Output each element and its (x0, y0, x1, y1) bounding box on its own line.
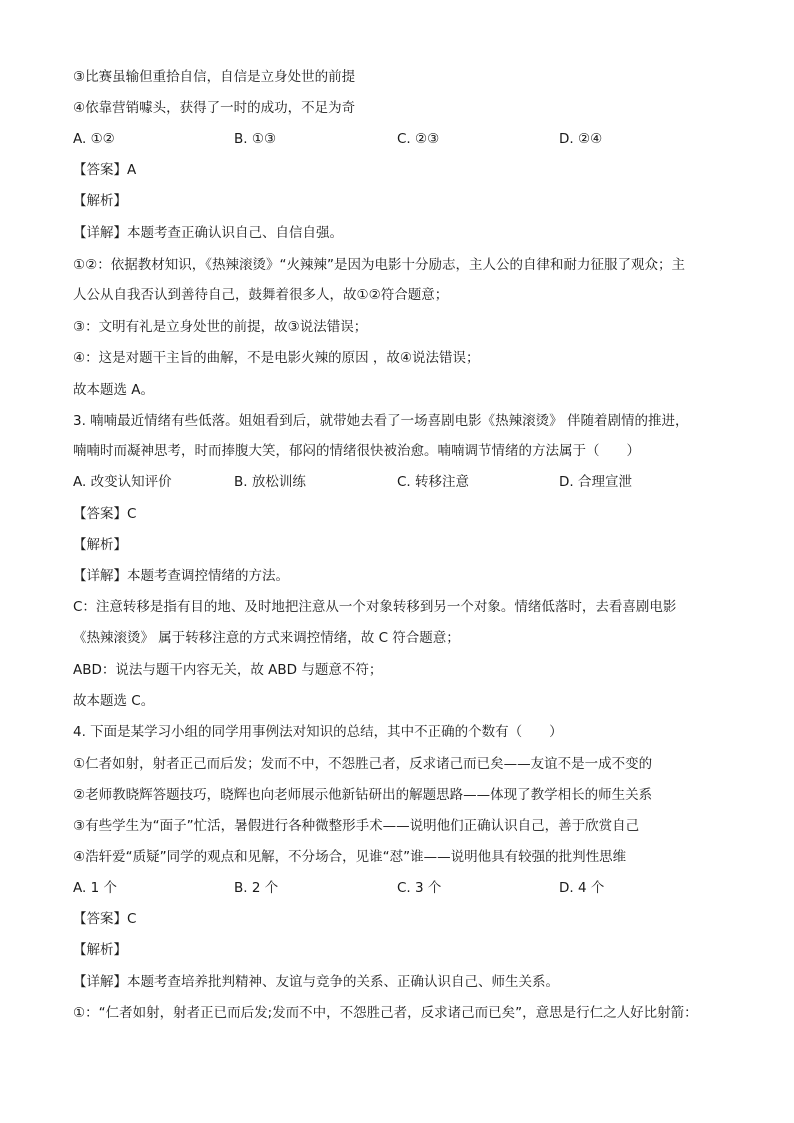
q4-option-d: D. 4 个 (559, 880, 605, 896)
q2-option-c: C. ②③ (397, 131, 440, 147)
q3-conclusion: 故本题选 C。 (73, 693, 155, 709)
q2-analysis-label: 【解析】 (73, 193, 127, 209)
q4-statement-3: ③有些学生为“面子”忙活，暑假进行各种微整形手术——说明他们正确认识自己，善于欣赏自己 (73, 818, 640, 834)
q3-detail: 【详解】本题考查调控情绪的方法。 (73, 568, 289, 584)
q3-analysis-label: 【解析】 (73, 537, 127, 553)
q2-explanation-3: ④：这是对题干主旨的曲解，不是电影火辣的原因 ，故④说法错误； (73, 350, 480, 366)
q2-option-d: D. ②④ (559, 131, 603, 147)
q4-statement-1: ①仁者如射，射者正己而后发；发而不中，不怨胜己者，反求诸己而已矣——友谊不是一成不变的 (73, 756, 653, 772)
q4-detail: 【详解】本题考查培养批判精神、友谊与竞争的关系、正确认识自己、师生关系。 (73, 974, 559, 990)
q4-option-c: C. 3 个 (397, 880, 442, 896)
q4-explanation-1: ①：“仁者如射，射者正已而后发;发而不中，不怨胜己者，反求诸己而已矣”，意思是行仁之人好比射箭： (73, 1005, 698, 1021)
q2-statement-4: ④依靠营销噱头，获得了一时的成功，不足为奇 (73, 100, 356, 116)
q3-explanation-1-line-1: C：注意转移是指有目的地、及时地把注意从一个对象转移到另一个对象。情绪低落时，去看喜剧电影 (73, 599, 677, 615)
q3-option-b: B. 放松训练 (234, 474, 306, 490)
q3-option-d: D. 合理宣泄 (559, 474, 632, 490)
q2-detail: 【详解】本题考查正确认识自己、自信自强。 (73, 225, 343, 241)
q4-statement-2: ②老师教晓辉答题技巧，晓辉也向老师展示他新钻研出的解题思路——体现了教学相长的师生关系 (73, 787, 653, 803)
q3-option-a: A. 改变认知评价 (73, 474, 172, 490)
q2-explanation-1-line-2: 人公从自我否认到善待自己，鼓舞着很多人，故①②符合题意； (73, 287, 449, 303)
q3-explanation-2: ABD：说法与题干内容无关，故 ABD 与题意不符； (73, 662, 383, 678)
q4-analysis-label: 【解析】 (73, 942, 127, 958)
q3-option-c: C. 转移注意 (397, 474, 470, 490)
q4-option-a: A. 1 个 (73, 880, 117, 896)
q4-answer: 【答案】C (73, 911, 137, 927)
q4-option-b: B. 2 个 (234, 880, 279, 896)
q2-option-a: A. ①② (73, 131, 115, 147)
q2-conclusion: 故本题选 A。 (73, 382, 155, 398)
q3-stem-line-1: 3. 喃喃最近情绪有些低落。姐姐看到后，就带她去看了一场喜剧电影《热辣滚烫》 伴随着剧情的推进， (73, 413, 689, 429)
q2-statement-3: ③比赛虽输但重拾自信，自信是立身处世的前提 (73, 69, 356, 85)
q3-answer: 【答案】C (73, 506, 137, 522)
q4-stem: 4. 下面是某学习小组的同学用事例法对知识的总结，其中不正确的个数有（ ） (73, 724, 563, 740)
q4-statement-4: ④浩轩爱“质疑”同学的观点和见解，不分场合，见谁“怼”谁——说明他具有较强的批判性思维 (73, 849, 627, 865)
q3-stem-line-2: 喃喃时而凝神思考，时而捧腹大笑，郁闷的情绪很快被治愈。喃喃调节情绪的方法属于（ ） (73, 443, 640, 459)
q2-option-b: B. ①③ (234, 131, 277, 147)
q3-explanation-1-line-2: 《热辣滚烫》 属于转移注意的方式来调控情绪，故 C 符合题意； (73, 630, 460, 646)
q2-explanation-1-line-1: ①②：依据教材知识，《热辣滚烫》“火辣辣”是因为电影十分励志，主人公的自律和耐力征服了观众；主 (73, 257, 685, 273)
q2-answer: 【答案】A (73, 162, 137, 178)
q2-explanation-2: ③：文明有礼是立身处世的前提，故③说法错误； (73, 319, 368, 335)
